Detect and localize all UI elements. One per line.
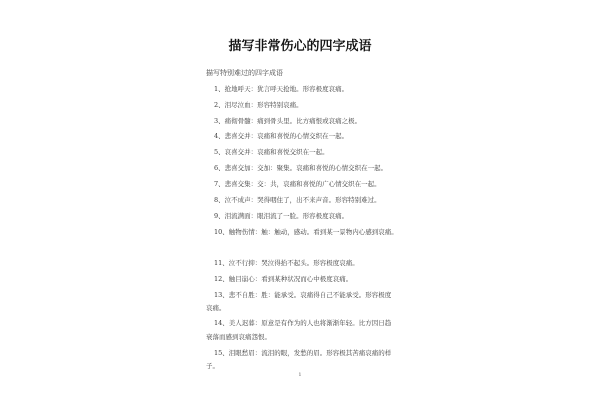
idiom-line: 9、泪流满面：眼泪流了一脸。形容极度哀痛。 — [214, 212, 349, 220]
idiom-line: 8、泣不成声：哭得咽住了，出不来声音。形容特别难过。 — [214, 196, 381, 204]
page-title: 描写非常伤心的四字成语 — [228, 39, 372, 54]
idiom-line-continuation: 衰落而感到哀痛怨恨。 — [206, 333, 271, 341]
page-number: 1 — [298, 372, 302, 378]
idiom-line: 1、抢地呼天：犹言呼天抢地。形容极度哀痛。 — [214, 85, 349, 93]
idiom-line: 6、悲喜交加：交加：聚集。哀痛和喜悦的心情交织在一起。 — [214, 164, 388, 172]
idiom-line: 10、触物伤情：触：触动，感动。看到某一景物内心感到哀痛。 — [214, 228, 398, 236]
idiom-line: 4、悲喜交并：哀痛和喜悦的心情交织在一起。 — [214, 132, 349, 140]
idiom-line-continuation: 子。 — [206, 362, 219, 370]
idiom-line: 15、泪眼愁眉：流泪的眼，发愁的眉。形容极其苦痛哀痛的样 — [214, 349, 392, 357]
idiom-line: 13、悲不自胜：胜：能承受。哀痛得自己不能承受。形容极度 — [214, 291, 392, 299]
idiom-line: 14、美人迟暮：原意是有作为的人也将渐渐年轻。比方因日趋 — [214, 319, 392, 327]
idiom-line: 7、悲喜交集：交：共，哀痛和喜悦的广心情交织在一起。 — [214, 180, 381, 188]
idiom-line: 5、哀喜交并：哀痛和喜悦交织在一起。 — [214, 148, 329, 156]
document-subtitle: 描写特别难过的四字成语 — [206, 69, 283, 77]
idiom-line: 2、泪尽泣血：形容特别哀痛。 — [214, 101, 303, 109]
idiom-line: 12、触目崩心：看到某种状况而心中极度哀痛。 — [214, 275, 353, 283]
idiom-line-continuation: 哀痛。 — [206, 304, 226, 312]
idiom-line: 3、痛彻骨髓：痛到骨头里。比方痛恨或哀痛之极。 — [214, 117, 362, 125]
idiom-line: 11、泣不行抑：哭泣得抬不起头。形容极度哀痛。 — [214, 259, 359, 267]
